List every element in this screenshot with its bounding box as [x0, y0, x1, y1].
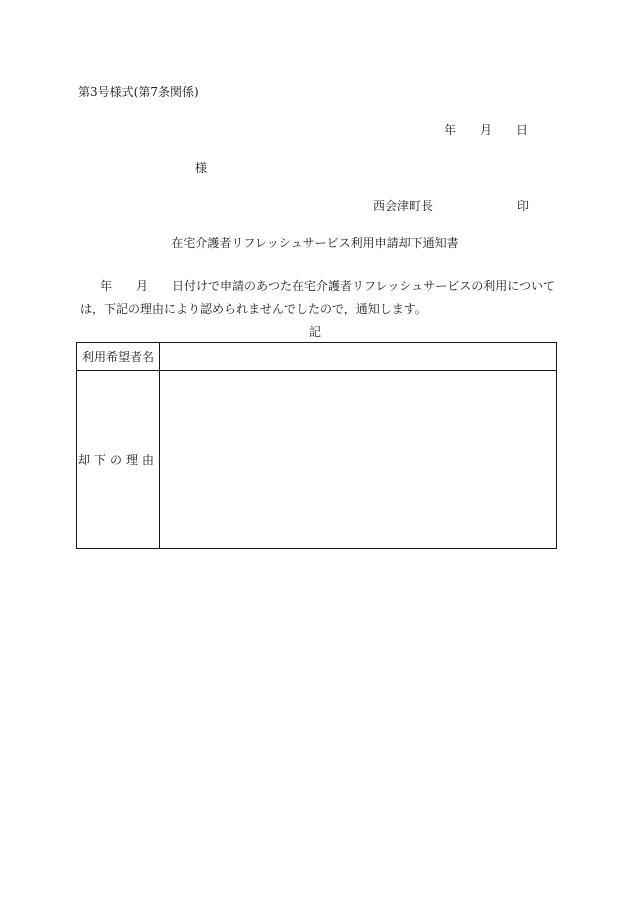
applicant-name-label: 利用希望者名: [77, 343, 160, 371]
addressee-suffix: 様: [195, 161, 208, 175]
date-month-label: 月: [480, 123, 493, 137]
body-year-label: 年: [100, 279, 113, 293]
seal-mark: 印: [517, 199, 530, 213]
date-year-label: 年: [444, 123, 457, 137]
body-text: 日付けで申請のあつた在宅介護者リフレッシュサービスの利用については，下記の理由により認められませんでしたので，通知します。: [80, 279, 555, 316]
date-line: [444, 122, 528, 138]
form-number: 第3号様式(第7条関係): [78, 85, 199, 99]
table-row: [77, 371, 557, 549]
issuer-name: 西会津町長: [373, 199, 434, 213]
rejection-reason-label: 却下の理由: [77, 371, 160, 549]
details-table: [76, 342, 557, 549]
body-month-label: 月: [136, 279, 149, 293]
document-title: 在宅介護者リフレッシュサービス利用申請却下通知書: [171, 236, 459, 250]
table-row: [77, 343, 557, 371]
applicant-name-field: [160, 343, 557, 371]
issuer-line: [373, 198, 529, 214]
ki-heading: 記: [308, 325, 321, 339]
rejection-reason-field: [160, 371, 557, 549]
date-day-label: 日: [516, 123, 529, 137]
body-paragraph: [80, 275, 560, 321]
